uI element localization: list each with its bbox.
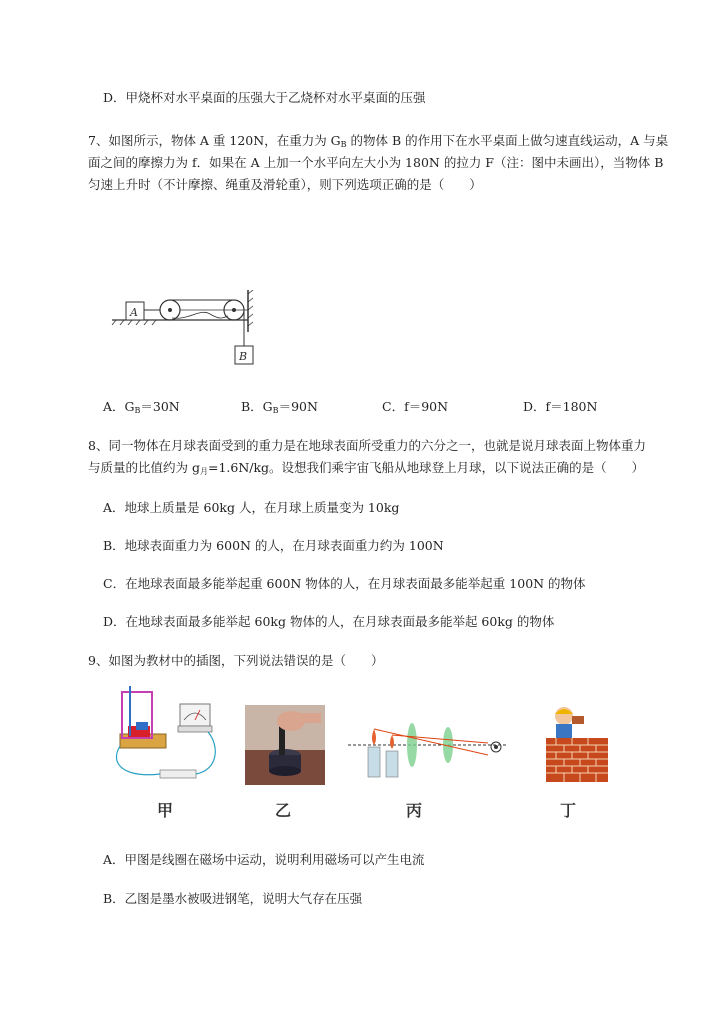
q9-option-b: B．乙图是墨水被吸进钢笔，说明大气存在压强 (103, 891, 363, 906)
q7-block-a-label: A (130, 306, 138, 319)
q7-stem-line-1 (88, 132, 668, 154)
q7-stem-subscript: B (340, 140, 347, 149)
q9-fig-label-yi: 乙 (275, 801, 292, 820)
q8-option-a: A．地球上质量是 60kg 人，在月球上质量变为 10kg (103, 500, 400, 515)
q7-option-a-text: A．G (103, 399, 135, 414)
q7-pulley-figure (110, 290, 270, 370)
q9-figure-bing (348, 715, 508, 785)
q7-option-a (103, 398, 180, 420)
q7-option-d: D．f＝180N (523, 399, 598, 414)
q8-option-c: C．在地球表面最多能举起重 600N 物体的人，在月球表面最多能举起重 100N 的物体 (103, 576, 586, 591)
q9-figure-yi (245, 705, 325, 785)
q8-stem-sub: 月 (199, 467, 208, 476)
q7-option-b-sub: B (272, 406, 279, 415)
q7-option-b-text: B．G (241, 399, 273, 414)
q7-stem-text: 7、如图所示，物体 A 重 120N，在重力为 G (88, 133, 341, 148)
q6-option-d: D．甲烧杯对水平桌面的压强大于乙烧杯对水平桌面的压强 (103, 90, 426, 105)
q9-stem: 9、如图为教材中的插图，下列说法错误的是（ ） (88, 653, 384, 668)
q8-stem-text-rest: =1.6N/kg。设想我们乘宇宙飞船从地球登上月球，以下说法正确的是（ ） (207, 460, 645, 475)
q9-fig-label-bing: 丙 (406, 801, 423, 820)
q7-stem-line-3: 匀速上升时（不计摩擦、绳重及滑轮重），则下列选项正确的是（ ） (88, 177, 482, 192)
q9-fig-label-ding: 丁 (560, 801, 577, 820)
q9-figure-ding (540, 704, 610, 784)
q8-stem-line-1: 8、同一物体在月球表面受到的重力是在地球表面所受重力的六分之一，也就是说月球表面上物体重力 (88, 438, 646, 453)
q7-option-c: C．f＝90N (382, 399, 449, 414)
q7-block-b-label: B (239, 350, 248, 363)
q7-option-b (241, 398, 318, 420)
q7-option-a-sub: B (134, 406, 141, 415)
q7-option-a-value: ＝30N (140, 399, 180, 414)
q8-option-b: B．地球表面重力为 600N 的人，在月球表面重力约为 100N (103, 538, 444, 553)
q7-stem-line-2: 面之间的摩擦力为 f．如果在 A 上加一个水平向左大小为 180N 的拉力 F（注：图中未画出），当物体 B (88, 155, 664, 170)
q9-fig-label-jia: 甲 (157, 801, 174, 820)
q9-option-a: A．甲图是线圈在磁场中运动，说明利用磁场可以产生电流 (103, 852, 425, 867)
q9-figure-jia (108, 686, 228, 786)
q8-option-d: D．在地球表面最多能举起 60kg 物体的人，在月球表面最多能举起 60kg 的物体 (103, 614, 555, 629)
q7-stem-text-rest: 的物体 B 的作用下在水平桌面上做匀速直线运动，A 与桌 (346, 133, 669, 148)
q8-stem-text: 与质量的比值约为 g (88, 460, 200, 475)
q7-option-b-value: ＝90N (278, 399, 318, 414)
q8-stem-line-2 (88, 459, 644, 481)
